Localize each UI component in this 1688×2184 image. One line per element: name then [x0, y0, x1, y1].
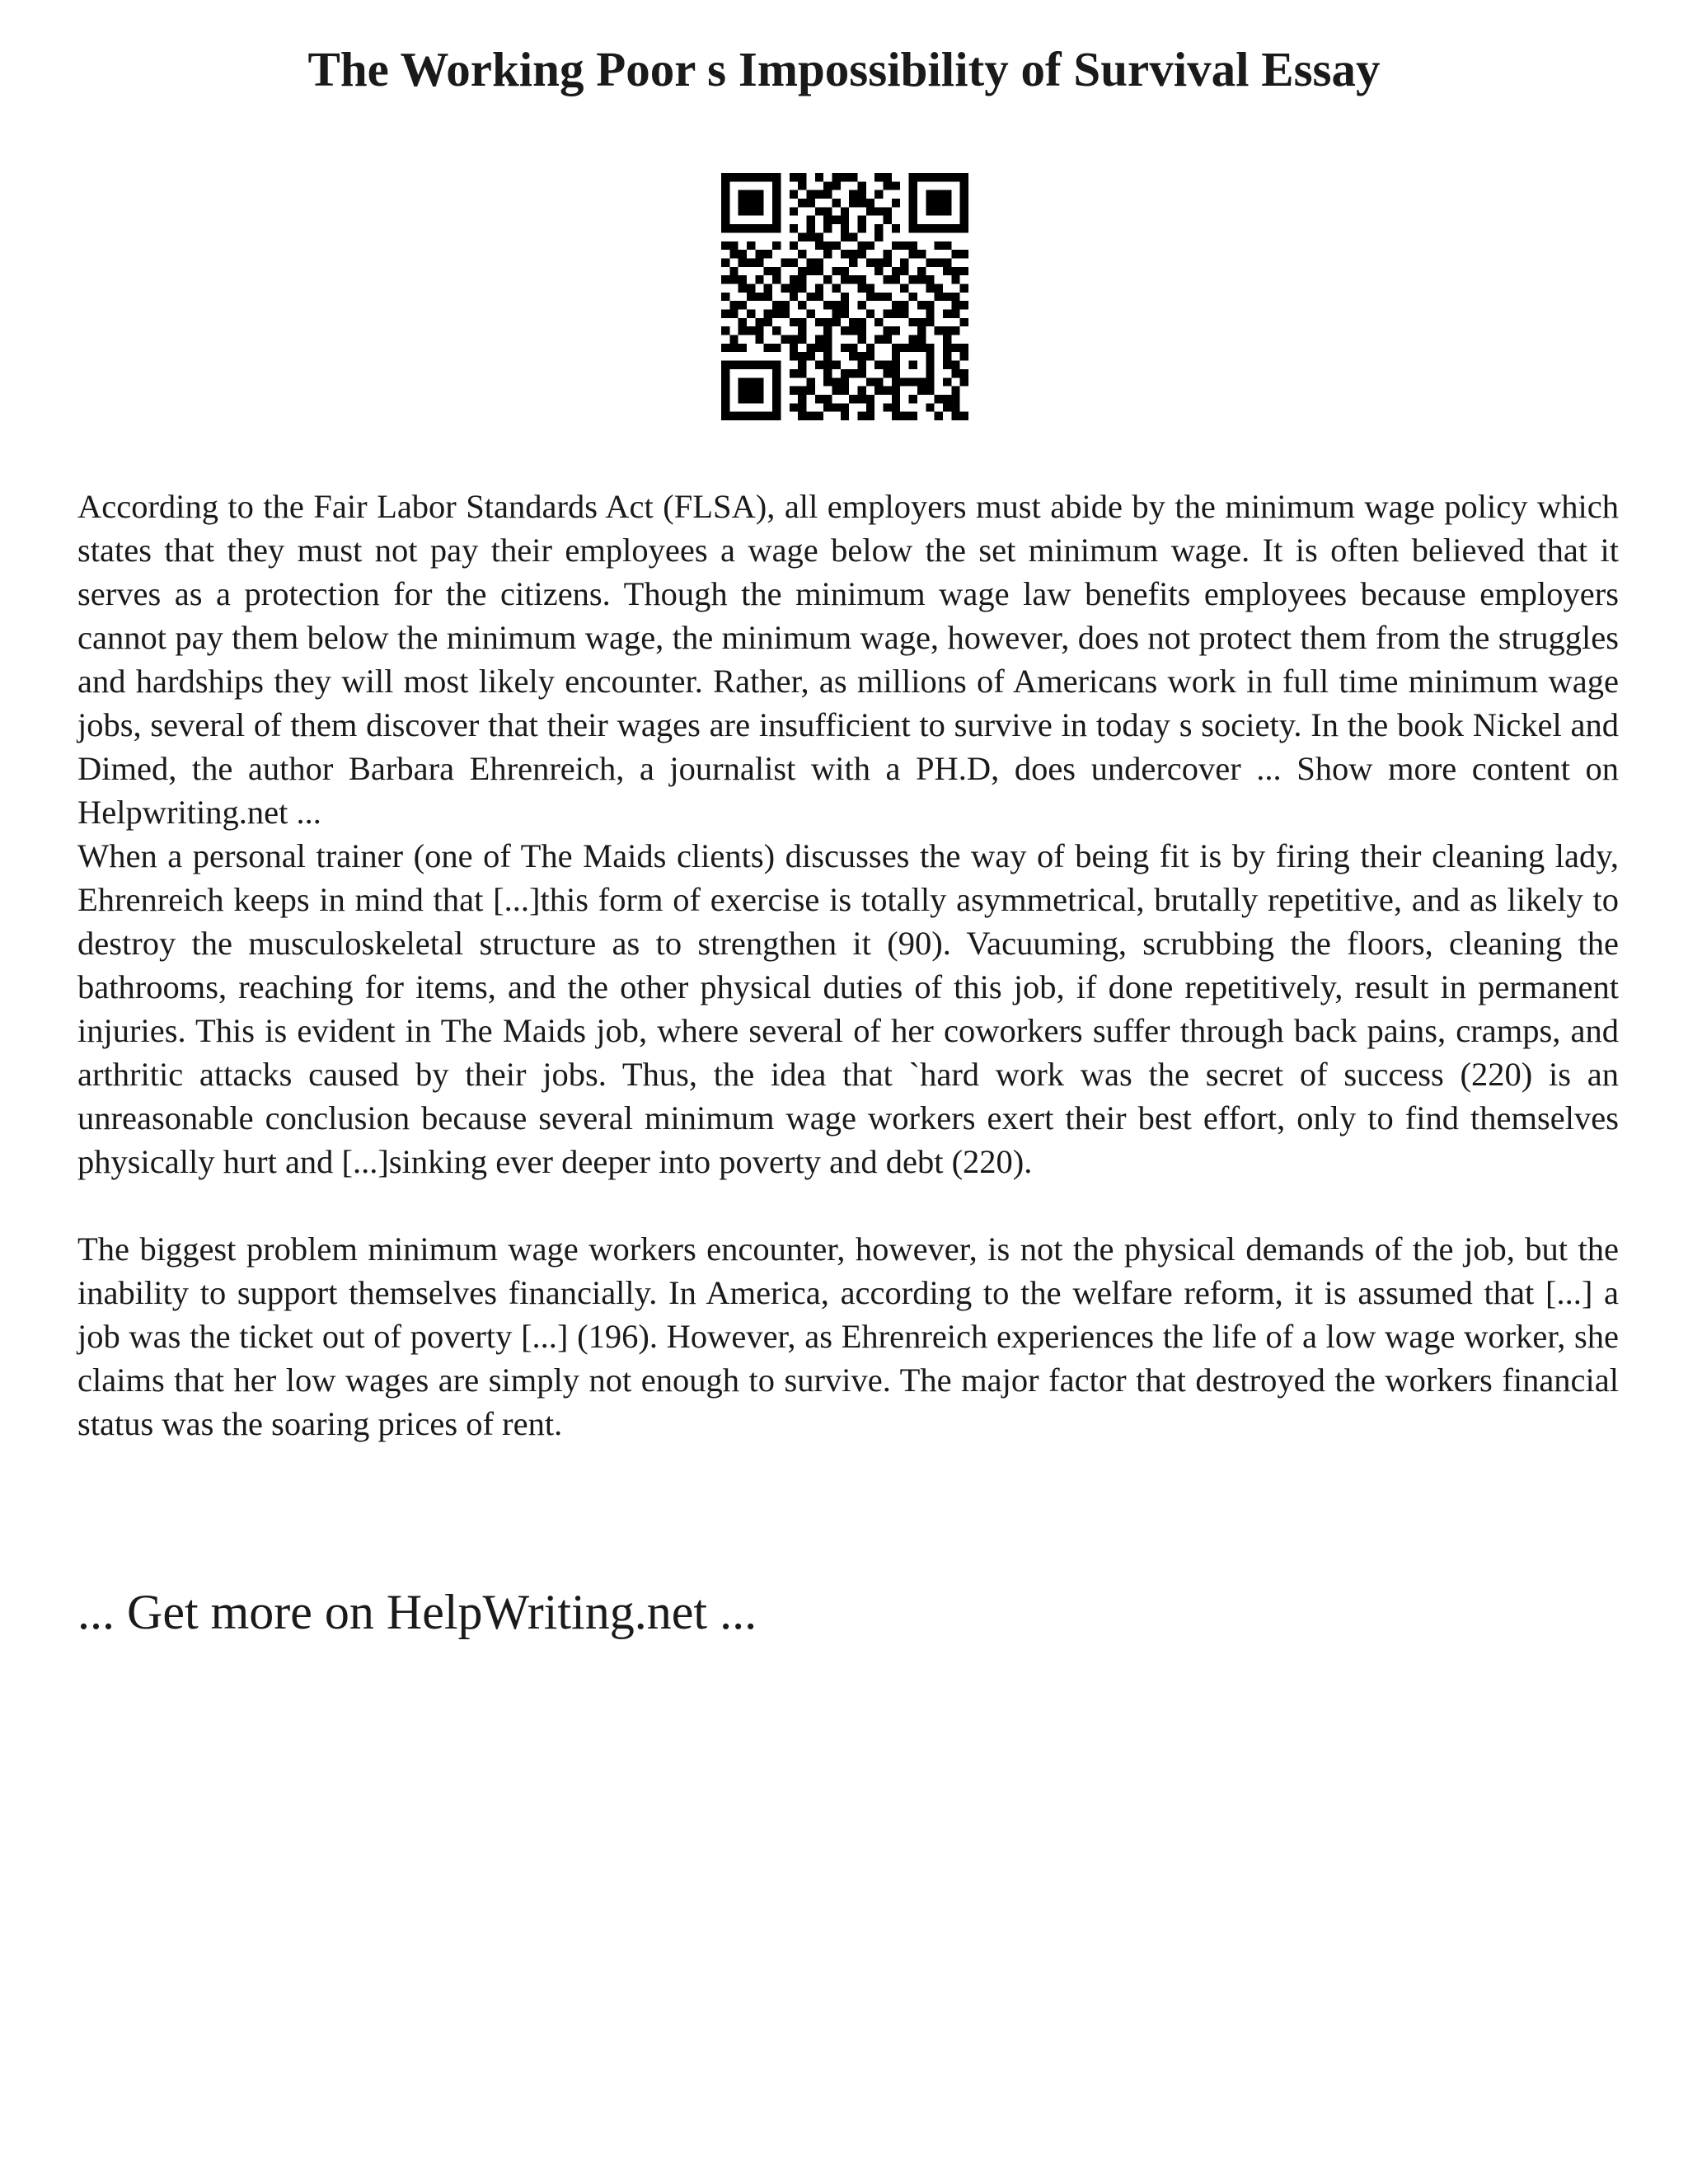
paragraph-physical-demands: When a personal trainer (one of The Maids clients) discusses the way of being fit is by firing their cleaning lady, Ehrenreich keeps in mind that [...]this form of exercise is totally asymmetrical, brutally repetitive, and as likely to destroy the musculoskeletal structure as to strengthen it (90). Vacuuming, scrubbing the floors, cleaning the bathrooms, reaching for items, and the other physical duties of this job, if done repetitively, result in permanent injuries. This is evident in The Maids job, where several of her coworkers suffer through back pains, cramps, and arthritic attacks caused by their jobs. Thus, the idea that `hard work was the secret of success (220) is an unreasonable conclusion because several minimum wage workers exert their best effort, only to find themselves physically hurt and [...]sinking ever deeper into poverty and debt (220).: [77, 837, 1619, 1180]
paragraph-financial: The biggest problem minimum wage workers encounter, however, is not the physical demands of the job, but the inability to support themselves financially. In America, according to the welfare reform, it is assumed that [...] a job was the ticket out of poverty [...] (196). However, as Ehrenreich experiences the life of a low wage worker, she claims that her low wages are simply not enough to survive. The major factor that destroyed the workers financial status was the soaring prices of rent.: [77, 1230, 1619, 1442]
paragraph-intro: According to the Fair Labor Standards Act (FLSA), all employers must abide by the minimum wage policy which states that they must not pay their employees a wage below the set minimum wage. It is often believed that it serves as a protection for the citizens. Though the minimum wage law benefits employees because employers cannot pay them below the minimum wage, the minimum wage, however, does not protect them from the struggles and hardships they will most likely encounter. Rather, as millions of Americans work in full time minimum wage jobs, several of them discover that their wages are insufficient to survive in today s society. In the book Nickel and Dimed, the author Barbara Ehrenreich, a journalist with a PH.D, does undercover ... Show more content on Helpwriting.net ...: [77, 488, 1619, 831]
article-body: [77, 485, 1619, 1446]
get-more-link[interactable]: ... Get more on HelpWriting.net ...: [77, 1585, 757, 1639]
qr-code-graphic: [721, 173, 968, 420]
page-title: The Working Poor s Impossibility of Survival Essay: [307, 42, 1381, 96]
qr-code: [721, 173, 968, 420]
